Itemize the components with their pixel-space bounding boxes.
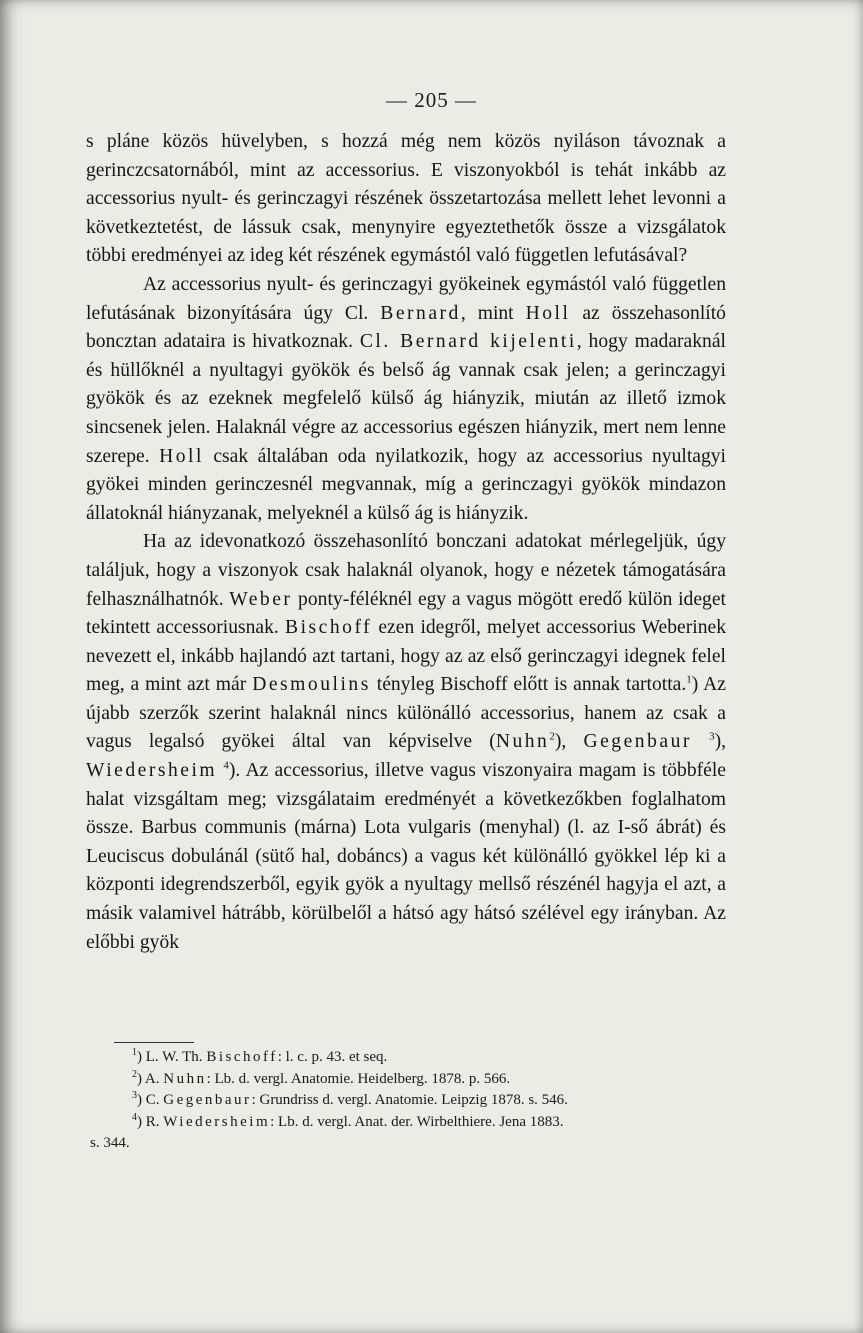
footnote-2	[90, 1069, 740, 1091]
footnote-4	[90, 1112, 740, 1134]
text-run: csak általában oda nyilatkozik, hogy az accessorius nyultagyi gyökei minden gerinczesnél megvannak, míg a gerinczagyi gyökök mindazon állatoknál hiányzanak, melyeknél a külső ág is hiányzik.	[86, 445, 727, 524]
spaced-name: Desmoulins	[252, 674, 371, 696]
paragraph-1	[86, 128, 726, 271]
text-run: ) R.	[137, 1113, 164, 1130]
spaced-name: Cl. Bernard kijelenti	[359, 331, 577, 353]
page-number: — 205 —	[386, 88, 477, 112]
text-run: : Lb. d. vergl. Anatomie. Heidelberg. 1878. p. 566.	[206, 1070, 511, 1087]
text-run: ponty-féléknél egy a vagus mögött eredő külön ideget tekintett accessoriusnak.	[86, 588, 726, 639]
spaced-name: Nuhn	[163, 1070, 207, 1087]
paragraph-3	[86, 528, 726, 957]
text-run: s pláne közös hüvelyben, s hozzá még nem közös nyiláson távoznak a gerinczcsatornából, mint az accessorius. E viszonyokból is tehát inkább az accessorius nyult- és gerinczagyi részének összetartozása mellett lehet levonni a következtetést, de lássuk csak, menynyire egyeztethetők össze a vizsgálatok többi eredményei az ideg két részének egymástól való független lefutásával?	[86, 131, 726, 267]
text-run	[692, 731, 709, 752]
footnote-4-continuation	[90, 1133, 740, 1155]
text-run: : l. c. p. 43. et seq.	[277, 1049, 388, 1065]
text-run: , hogy madaraknál és hüllőknél a nyultagyi gyökök és belső ág vannak csak jelen; a gerinczagyi gyökök és az ezeknek megfelelő külső ág hiányzik, miután az illető izmok sincsenek jelen. Halaknál végre az accessorius egészen hiányzik, mert nem lenne szerepe.	[86, 331, 726, 467]
spaced-name: Nuhn	[495, 731, 550, 753]
text-run: ),	[554, 731, 584, 753]
spaced-name: Gegenbaur	[583, 731, 692, 753]
footnote-ref: 1	[686, 673, 692, 686]
text-run: ) L. W. Th.	[137, 1049, 207, 1065]
footnote-ref: 2	[549, 730, 555, 743]
text-run: s. 344.	[90, 1135, 130, 1152]
spaced-name: Weber	[229, 588, 293, 610]
footnotes	[90, 1047, 740, 1155]
text-run: tényleg Bischoff előtt is annak tartotta.	[370, 674, 687, 696]
footnote-ref: 4	[223, 759, 229, 772]
text-run: Az accessorius nyult- és gerinczagyi gyökeinek egymástól való független lefutásának bizonyítására úgy Cl.	[86, 273, 726, 324]
spaced-name: Holl	[525, 302, 571, 324]
footnote-ref: 4	[132, 1111, 137, 1123]
footnote-ref: 3	[709, 730, 715, 743]
text-run: : Grundriss d. vergl. Anatomie. Leipzig 1878. s. 546.	[251, 1092, 568, 1109]
spaced-name: Bernard	[380, 302, 461, 324]
text-run: ) C.	[137, 1092, 164, 1109]
spaced-name: Bischoff	[285, 617, 373, 639]
footnote-ref: 2	[132, 1068, 137, 1080]
text-run: : Lb. d. vergl. Anat. der. Wirbelthiere. Jena 1883.	[270, 1113, 564, 1130]
spaced-name: Wiedersheim	[163, 1113, 271, 1130]
text-run: ezen idegről, melyet accessorius Weberinek nevezett el, inkább hajlandó azt tartani, hogy az az első gerinczagyi idegnek felel meg, a mint azt már	[86, 617, 727, 696]
text-run: ),	[714, 731, 726, 753]
footnote-ref: 3	[132, 1090, 137, 1102]
footnote-3	[90, 1090, 740, 1112]
text-run: Ha az idevonatkozó összehasonlító bonczani adatokat mérlegeljük, úgy találjuk, hogy a viszonyok csak halaknál olyanok, hogy e nézetek támogatására felhasználhatnók.	[86, 531, 726, 610]
text-run: ) Az újabb szerzők szerint halaknál nincs különálló accessorius, hanem az csak a vagus legalsó gyökei által van képviselve (	[86, 674, 726, 753]
footnote-ref: 1	[132, 1047, 137, 1058]
spaced-name: Wiedersheim	[86, 760, 218, 782]
text-run: , mint	[460, 302, 526, 324]
body-text	[86, 128, 726, 957]
spaced-name: Gegenbaur	[163, 1092, 252, 1109]
spaced-name: Holl	[159, 445, 204, 467]
text-run: ) A.	[137, 1070, 164, 1087]
paragraph-2	[86, 271, 726, 528]
text-run: az összehasonlító boncztan adataira is hivatkoznak.	[86, 302, 726, 353]
text-run: ). Az accessorius, illetve vagus viszonyaira magam is többféle halat vizsgáltam meg; vizsgálataim eredményét a következőkben foglalhatom össze. Barbus communis (márna) Lota vulgaris (menyhal) (l. az I-ső ábrát) és Leuciscus dobulánál (sütő hal, dobáncs) a vagus két különálló gyökkel lép ki a központi idegrendszerből, egyik gyök a nyultagy mellső részénél hagyja el azt, a másik valamivel hátrább, körülbelől a hátsó agy hátsó szélével egy irányban. Az előbbi gyök	[86, 760, 726, 953]
spaced-name: Bischoff	[206, 1049, 278, 1065]
footnote-1	[90, 1047, 740, 1069]
footnote-separator	[114, 1042, 194, 1043]
